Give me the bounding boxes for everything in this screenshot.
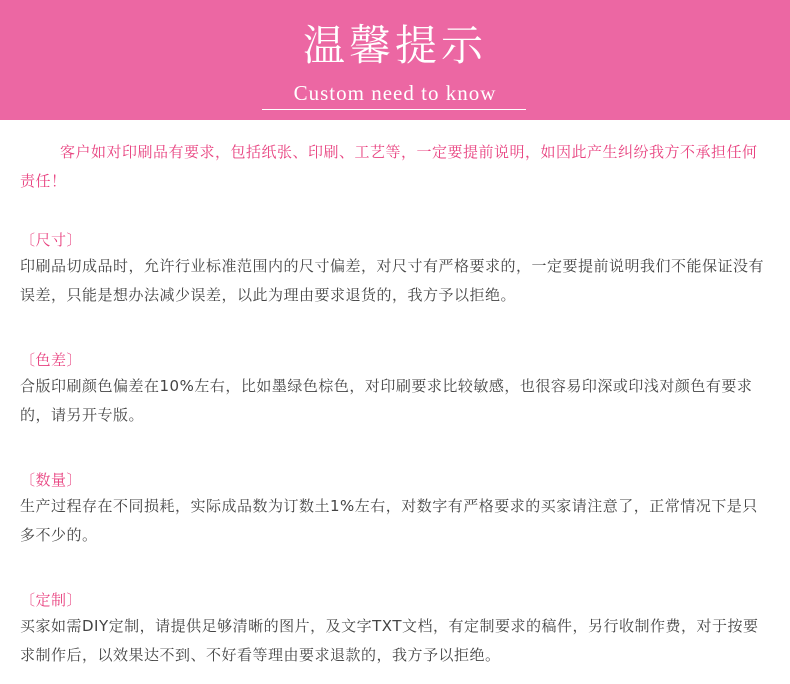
section-body: 生产过程存在不同损耗，实际成品数为订数土1%左右，对数字有严格要求的买家请注意了，正常情况下是只多不少的。 <box>20 497 758 544</box>
section-body: 买家如需DIY定制，请提供足够清晰的图片，及文字TXT文档，有定制要求的稿件，另行收制作费，对于按要求制作后，以效果达不到、不好看等理由要求退款的，我方予以拒绝。 <box>20 617 759 664</box>
section-body: 印刷品切成品时，允许行业标准范围内的尺寸偏差，对尺寸有严格要求的，一定要提前说明我们不能保证没有误差，只能是想办法减少误差，以此为理由要求退货的，我方予以拒绝。 <box>20 257 765 304</box>
subtitle-underline <box>262 109 526 110</box>
section-quantity <box>20 468 772 550</box>
section-heading: 〔尺寸〕 <box>20 231 83 249</box>
section-color-difference <box>20 348 772 430</box>
header-banner <box>0 0 790 120</box>
section-size <box>20 228 772 310</box>
page-subtitle: Custom need to know <box>293 81 497 105</box>
notice-content <box>20 138 772 670</box>
section-heading: 〔数量〕 <box>20 471 83 489</box>
section-custom <box>20 588 772 670</box>
section-body: 合版印刷颜色偏差在10%左右，比如墨绿色棕色，对印刷要求比较敏感，也很容易印深或印浅对颜色有要求的，请另开专版。 <box>20 377 753 424</box>
page-title: 温馨提示 <box>302 21 487 70</box>
intro-text: 客户如对印刷品有要求，包括纸张、印刷、工艺等，一定要提前说明，如因此产生纠纷我方不承担任何责任！ <box>20 143 758 190</box>
section-heading: 〔色差〕 <box>20 351 83 369</box>
section-heading: 〔定制〕 <box>20 591 83 609</box>
